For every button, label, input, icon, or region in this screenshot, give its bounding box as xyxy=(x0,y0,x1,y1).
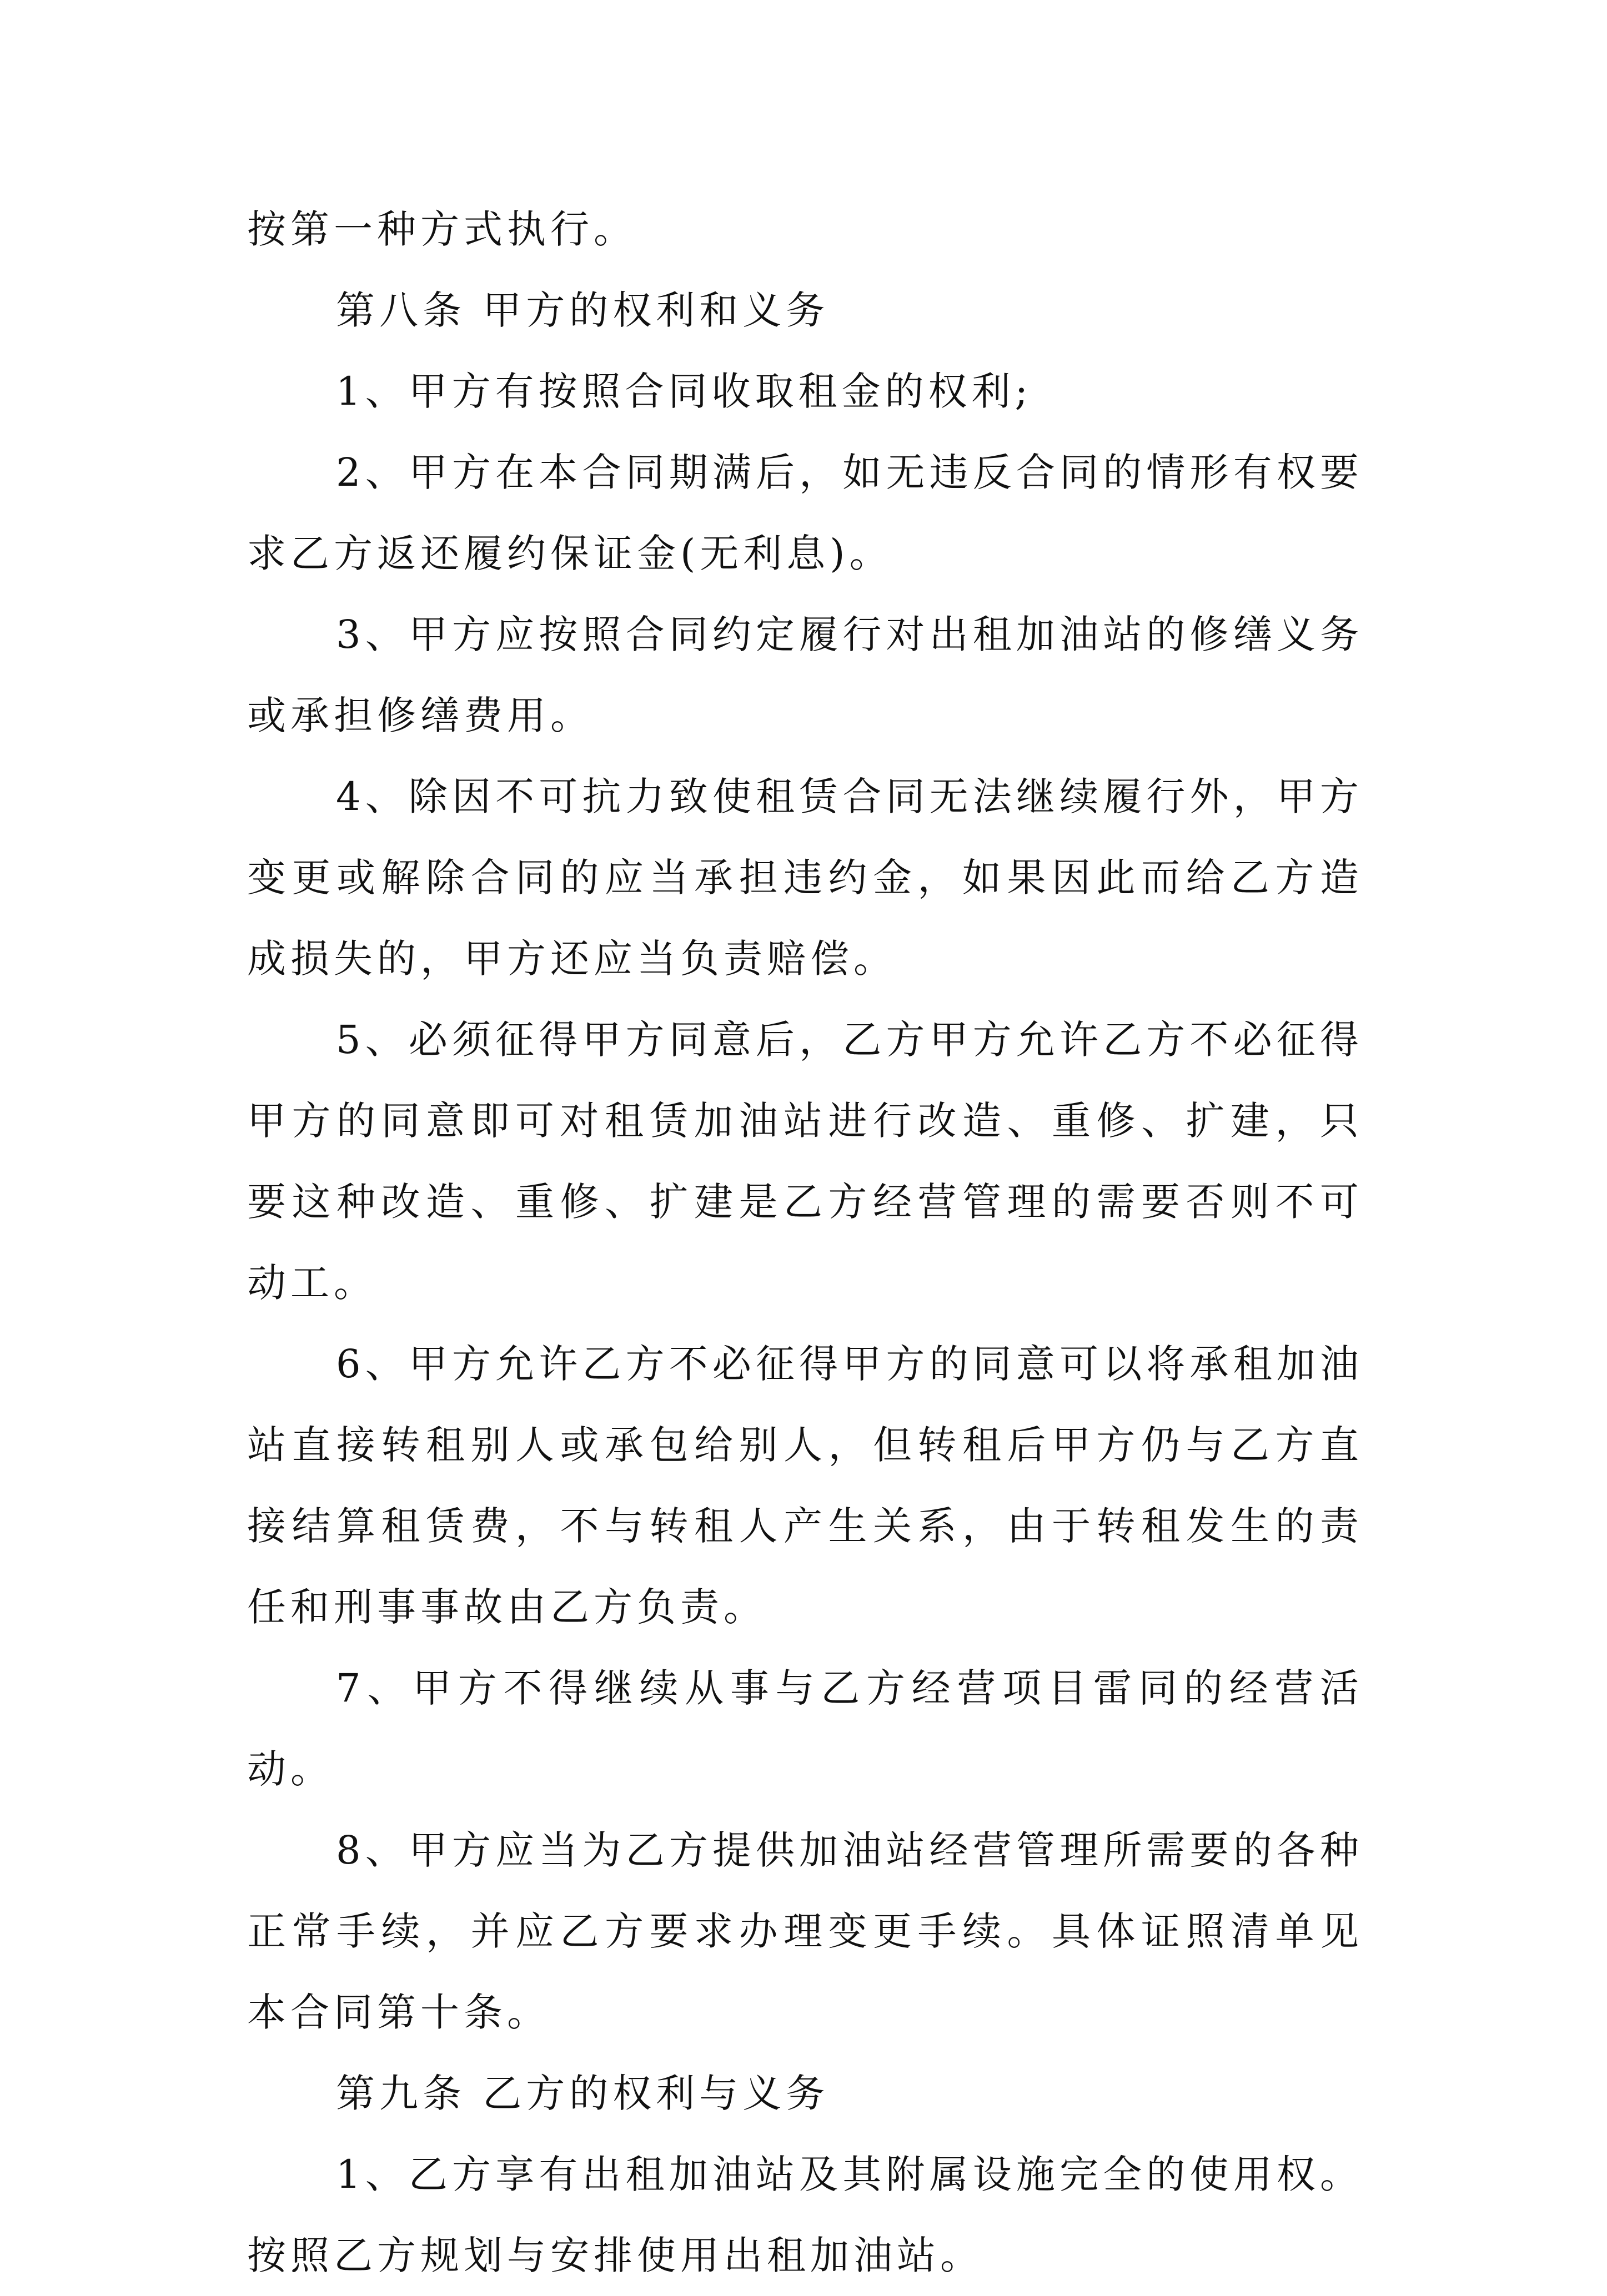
paragraph: 6、甲方允许乙方不必征得甲方的同意可以将承租加油站直接转租别人或承包给别人，但转租后甲方仍与乙方直接结算租赁费，不与转租人产生关系，由于转租发生的责任和刑事事故由乙方负责。 xyxy=(247,1341,1363,1630)
paragraph: 按第一种方式执行。 xyxy=(247,207,637,252)
paragraph: 3、甲方应按照合同约定履行对出租加油站的修缮义务或承担修缮费用。 xyxy=(247,612,1363,738)
paragraph: 1、甲方有按照合同收取租金的权利; xyxy=(336,369,1033,414)
paragraph: 1、乙方享有出租加油站及其附属设施完全的使用权。按照乙方规划与安排使用出租加油站。 xyxy=(247,2152,1363,2278)
paragraph: 4、除因不可抗力致使租赁合同无法继续履行外，甲方变更或解除合同的应当承担违约金，如果因此而给乙方造成损失的，甲方还应当负责赔偿。 xyxy=(247,774,1363,981)
paragraph: 8、甲方应当为乙方提供加油站经营管理所需要的各种正常手续，并应乙方要求办理变更手续。具体证照清单见本合同第十条。 xyxy=(247,1827,1363,2035)
document-body xyxy=(247,189,1363,2296)
section-heading: 第九条 乙方的权利与义务 xyxy=(336,2071,830,2116)
paragraph: 5、必须征得甲方同意后，乙方甲方允许乙方不必征得甲方的同意即可对租赁加油站进行改造、重修、扩建，只要这种改造、重修、扩建是乙方经营管理的需要否则不可动工。 xyxy=(247,1017,1363,1306)
paragraph: 2、甲方在本合同期满后，如无违反合同的情形有权要求乙方返还履约保证金(无利息)。 xyxy=(247,450,1363,576)
paragraph: 7、甲方不得继续从事与乙方经营项目雷同的经营活动。 xyxy=(247,1665,1363,1792)
section-heading: 第八条 甲方的权利和义务 xyxy=(336,288,830,333)
